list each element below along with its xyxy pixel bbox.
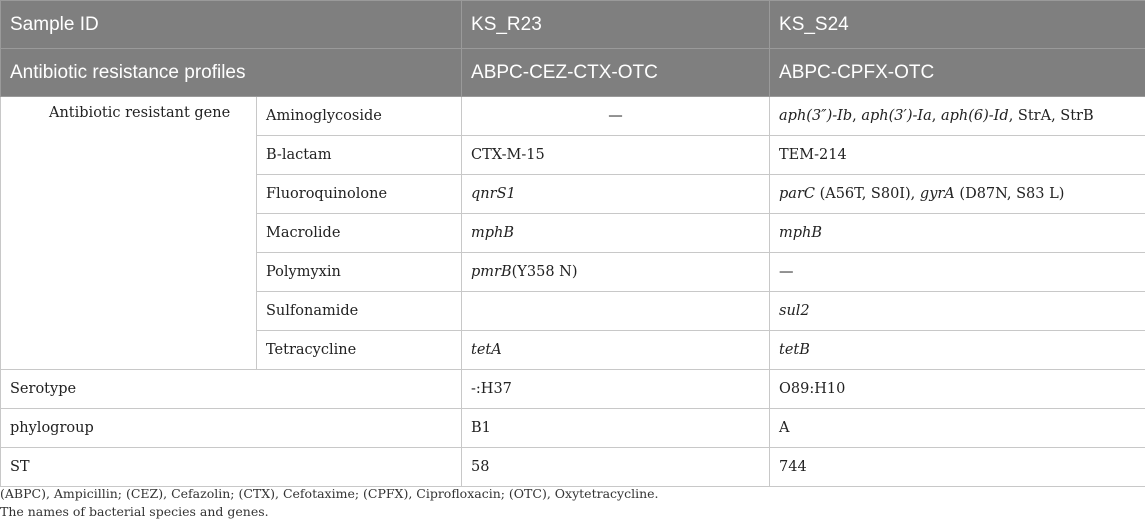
sample-ks-s24: KS_S24 xyxy=(770,1,1145,49)
gene-name: pmrB xyxy=(471,264,512,280)
table-row xyxy=(1,97,1145,136)
cell-r23 xyxy=(462,253,770,292)
gene-rest: , StrA, StrB xyxy=(1008,108,1094,124)
footnotes xyxy=(0,485,659,521)
cell-r23 xyxy=(462,214,770,253)
gene-name: mphB xyxy=(471,225,515,241)
footnote-italics: The names of bacterial species and genes. xyxy=(0,504,269,519)
mutation-text: (Y358 N) xyxy=(511,264,578,280)
cell-s24 xyxy=(770,292,1145,331)
sample-id-label: Sample ID xyxy=(1,1,462,49)
serotype-label: Serotype xyxy=(1,370,462,409)
group-label: Antibiotic resistant gene xyxy=(1,97,257,370)
cell-s24: O89:H10 xyxy=(770,370,1145,409)
profile-r23: ABPC-CEZ-CTX-OTC xyxy=(462,49,770,97)
cell-r23: — xyxy=(462,97,770,136)
sample-ks-r23: KS_R23 xyxy=(462,1,770,49)
table-row xyxy=(1,448,1145,487)
cell-s24: — xyxy=(770,253,1145,292)
cell-s24 xyxy=(770,175,1145,214)
profile-s24: ABPC-CPFX-OTC xyxy=(770,49,1145,97)
st-label: ST xyxy=(1,448,462,487)
cell-r23 xyxy=(462,175,770,214)
separator: , xyxy=(852,108,862,124)
gene-name: tetA xyxy=(471,342,502,358)
gene-name: sul2 xyxy=(779,303,810,319)
gene-name: parC xyxy=(779,186,815,202)
class-label: Tetracycline xyxy=(257,331,462,370)
mutation-text: (D87N, S83 L) xyxy=(954,186,1065,202)
cell-s24 xyxy=(770,214,1145,253)
gene-name: tetB xyxy=(779,342,810,358)
class-label: Polymyxin xyxy=(257,253,462,292)
profiles-label: Antibiotic resistance profiles xyxy=(1,49,462,97)
cell-r23: -:H37 xyxy=(462,370,770,409)
cell-s24 xyxy=(770,331,1145,370)
table-row xyxy=(1,370,1145,409)
cell-s24: 744 xyxy=(770,448,1145,487)
footnote-abbreviations: (ABPC), Ampicillin; (CEZ), Cefazolin; (CTX), Cefotaxime; (CPFX), Ciprofloxacin; (OTC), Oxytetracycline. xyxy=(0,486,659,501)
separator: , xyxy=(931,108,941,124)
gene-name: aph(3″)-Ib xyxy=(779,108,853,124)
phylogroup-label: phylogroup xyxy=(1,409,462,448)
header-row-profiles xyxy=(1,49,1145,97)
class-label: Macrolide xyxy=(257,214,462,253)
cell-r23 xyxy=(462,331,770,370)
cell-r23: CTX-M-15 xyxy=(462,136,770,175)
gene-name: aph(6)-Id xyxy=(940,108,1009,124)
table-row xyxy=(1,409,1145,448)
gene-name: aph(3′)-Ia xyxy=(861,108,932,124)
header-row-sample-id xyxy=(1,1,1145,49)
class-label: Fluoroquinolone xyxy=(257,175,462,214)
cell-s24: A xyxy=(770,409,1145,448)
cell-r23: B1 xyxy=(462,409,770,448)
cell-r23: 58 xyxy=(462,448,770,487)
cell-s24 xyxy=(770,97,1145,136)
cell-s24: TEM-214 xyxy=(770,136,1145,175)
class-label: Aminoglycoside xyxy=(257,97,462,136)
mutation-text: (A56T, S80I), xyxy=(814,186,920,202)
class-label: B-lactam xyxy=(257,136,462,175)
gene-name: qnrS1 xyxy=(471,186,516,202)
cell-r23 xyxy=(462,292,770,331)
class-label: Sulfonamide xyxy=(257,292,462,331)
gene-name: gyrA xyxy=(919,186,955,202)
gene-name: mphB xyxy=(779,225,823,241)
